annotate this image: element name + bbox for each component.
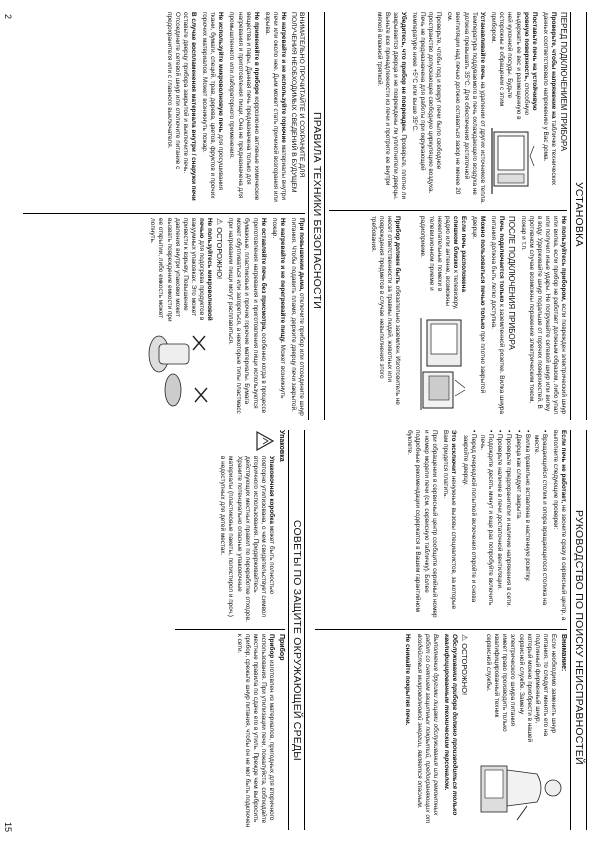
warning-label: ⚠ ОСТОРОЖНО!	[215, 218, 225, 280]
tv-interference-block	[401, 216, 467, 416]
paragraph: При повышении дыма, отключите прибор или отсоедините шнур питания. Чтобы подавить пламя, держите дверцу печи закрытой.	[289, 218, 305, 416]
page-right	[19, 430, 587, 838]
install-column-1	[372, 12, 568, 204]
env-column-2	[231, 634, 285, 828]
paragraph: Прибор изготовлен из материалов, пригодных для вторичного использования. При утилизации печи, пожалуйста, соблюдайте местные правила по сдаче его в утиль. Прежде чем выбросить прибор, срежьте шнур питания, чтобы он не мог быть подключен к сети.	[235, 634, 275, 828]
column-divider	[315, 629, 567, 630]
technician-illustration	[471, 748, 567, 826]
section-title-environment: СОВЕТЫ ПО ЗАЩИТЕ ОКРУЖАЮЩЕЙ СРЕДЫ	[291, 520, 303, 761]
column-divider	[329, 210, 567, 211]
paragraph: Если печь не работает, не звоните сразу в сервисный центр, а выполните следующие проверки:	[551, 430, 567, 621]
cord-replace-block	[471, 634, 567, 828]
microwave-placement-illustration	[486, 126, 538, 196]
paragraph: Это исключит ненужные вызовы специалистов, за которые Вам придется платить.	[441, 430, 457, 610]
env-column-1	[215, 430, 285, 622]
attention-label: Внимание:	[560, 634, 567, 672]
troubleshoot-column-1	[402, 430, 567, 622]
paragraph: Проверьте, чтобы под и вокруг печи было свободное пространство допускающее свободную циркуляцию воздуха. Печь не предназначена для работы при окружающей температуре ниже +5°C или выше 35°C.	[410, 12, 443, 194]
paragraph: Не оставляйте печь без присмотра, особенно когда в процессе приготовления нагревания и приготовления пищи используются бумажные, пластиковые и прочие горючие материалы. Бумага может обугливаться или загореться, а некоторые типы пластмасс при нагревании пищи могут расплавиться.	[227, 218, 267, 414]
paragraph: Обслуживание прибора должно производиться только квалифицированным техническим персоналом.	[442, 634, 458, 816]
warning-label: ⚠ ОСТОРОЖНО!	[460, 634, 469, 696]
paragraph: Не применяйте в приборе коррозионно активные химические вещества и пары. Данная печь предназначена только для нагревания и приготовления пищи. Она не предназначена для промышленного или лабораторного применения.	[228, 12, 260, 201]
section-title-troubleshooting: РУКОВОДСТВО ПО ПОИСКУ НЕИСПРАВНОСТЕЙ	[573, 510, 585, 765]
paragraph: Не пользуйтесь прибором, если поврежден электрический шнур или вилка, если прибор не работает должным образом, либо упал или получил иные удары. Не погружайте сетевой шнур или вилку в воду. Удерживайте шнур подальше от горячих поверхностей. В противном случае возможны поражение электрическим током, пожар и т.п.	[519, 216, 567, 415]
page-number-left: 2	[3, 14, 13, 20]
safety-intro: ВНИМАТЕЛЬНО ПРОЧИТАЙТЕ И СОХРАНИТЕ ДЛЯ ПОЛУЧЕНИЯ НЕОБХОДИМЫХ СВЕДЕНИЙ В БУДУЩЕМ	[290, 12, 305, 193]
check-item: • Проверьте предохранители и наличие напряжения в сети.	[505, 430, 513, 608]
section-title-install: УСТАНОВКА	[573, 182, 585, 247]
title-rule	[570, 430, 571, 830]
appliance-heading: Прибор	[278, 634, 285, 661]
title-rule	[570, 12, 571, 420]
top-rule	[586, 430, 587, 830]
paragraph: При обращении в сервисный центр сообщите серийный номер и номер модели печи (см. сервисную табличку). Более подробные рекомендации содержатся в Вашем гарантийном буклете.	[406, 430, 438, 618]
heading-before-connect: ПЕРЕД ПОДКЛЮЧЕНИЕМ ПРИБОРА	[559, 12, 568, 152]
paragraph: Не нагревайте и не используйте горючие материалы внутри печи или около нее. Дым может стать причиной возгорания или взрыва.	[263, 12, 287, 202]
paragraph: Убедитесь, что прибор не поврежден. Проверьте, плотно ли закрывается дверца и не повреждены ли уплотнители дверцы. Выньте все принадлежности из печи и протрите ее внутри мягкой влажной тряпкой.	[375, 12, 407, 200]
check-item: • Дверца как следует закрыта.	[514, 430, 522, 520]
paragraph: Прибор должен быть обязательно заземлен. Изготовитель не несет ответственности за травмы людей, животных или повреждения предметов в случае невыполнения этого требования.	[369, 216, 401, 405]
check-item: • Вращающийся столик и опора вращающегося столика на месте.	[532, 430, 548, 606]
cord-replace-text	[471, 634, 567, 744]
paragraph: Поставьте печь на устойчивую ровную поверхность, способную выдержать ее вес и размещенную в ней кухонной посуды. Будьте осторожны в обращении с этим прибором.	[490, 12, 538, 120]
heading-after-connect: ПОСЛЕ ПОДКЛЮЧЕНИЯ ПРИБОРА	[507, 216, 517, 350]
top-rule	[586, 12, 587, 420]
paragraph: Если печь расположена слишком близко к телевизору, радио или антенне, возможны нежелательные помехи в телевизионном приеме и радиоприеме.	[419, 216, 467, 310]
check-item: • Проверьте наличие в печи достаточной вентиляции.	[496, 430, 504, 590]
paragraph: Не используйте микроволновую печь для просушивания ткани, бумаги, специй, трав, дерева, цветов, фруктов и прочих горючих материалов. Может возникнуть пожар.	[201, 12, 225, 199]
warning-triangle-icon: ⚠	[215, 218, 225, 226]
packaging-heading: Упаковка	[278, 430, 285, 462]
paragraph: Выполнение другими лицами обслуживания или ремонтных работ со снятием защитных покрытий, предохраняющих от воздействия микроволновой энергии, является опасным.	[415, 634, 439, 824]
troubleshoot-column-2	[400, 634, 567, 828]
env-title-rule	[288, 430, 289, 830]
paragraph: Если необходимо заменить шнур питания, то следует менять его на подлинный фирменный шнур, который можно приобрести в нашей сервисной службе. Замену электрического шнура питания имеет право производить только квалифицированный техник сервисной службы.	[485, 634, 557, 743]
check-item: • Вилка правильно вставлена в настенную розетку.	[523, 430, 531, 582]
safety-column-1	[162, 12, 305, 208]
safety-top-rule	[324, 12, 325, 420]
column-divider	[23, 213, 305, 214]
page-number-right: 15	[3, 822, 13, 833]
warning-triangle-icon: ⚠	[460, 634, 469, 642]
section-title-safety: ПРАВИЛА ТЕХНИКИ БЕЗОПАСНОСТИ	[311, 112, 323, 309]
recycle-block	[215, 430, 275, 622]
placement-block	[486, 12, 538, 204]
vacuum-warning-block	[141, 218, 213, 416]
paragraph: Упаковочная коробка может быть полностью повторно утилизована, о чем свидетельствует символ вторичного использования. Придерживайтесь действующих местных правил по переработке отходов. Храните потенциально опасные упаковочные материалы (пластиковые пакеты, полистирол и проч.) в недоступных для детей местах.	[219, 456, 275, 622]
safety-column-2	[141, 218, 305, 416]
recycle-icon	[255, 430, 275, 452]
page-left	[19, 12, 587, 420]
install-column-2	[366, 216, 567, 416]
paragraph: Можно пользоваться печью только при плотно закрытой дверце.	[471, 216, 487, 394]
paragraph: В случае воспламенения материала внутри / снаружи печи оставьте дверцу прибора закрытой и выключите печь. Отсоедините сетевой шнур или отключите питание с предохранителя или с главного выключателя.	[165, 12, 198, 201]
column-divider	[175, 629, 285, 630]
paragraph: Устанавливайте печь на удалении от других источников тепла. Температура поддуваемого в печь охлаждающего воздуха не должна превышать 35°C. Для обеспечения достаточной вентиляции над печью должно оставаться зазор не менее 20 см.	[446, 12, 486, 204]
paragraph: Не нагревайте и не перегревайте пищу. Может возникнуть пожар.	[270, 218, 286, 399]
microwave-tv-illustration	[401, 316, 467, 412]
check-item: • Перед очередной попыткой включения откройте и снова закройте дверцу.	[461, 430, 478, 603]
env-top-rule	[304, 430, 305, 830]
paragraph: Не снимайте покрытия печи.	[404, 634, 412, 726]
paragraph: Проверьте, чтобы напряжение на табличке технических данных соответствовало напряжению у Вас дома.	[541, 12, 557, 186]
paragraph: Печь подключается только к заземленной розетке. Вилка шнура питания должна быть легко доступна.	[490, 216, 506, 414]
safety-title-rule	[308, 12, 309, 420]
sealed-containers-illustration	[141, 330, 213, 414]
check-item: • Подождите десять минут и еще раз попробуйте включить печь.	[479, 430, 495, 606]
paragraph: Не пользуйтесь микроволновой печью для подогрева продуктов в вакуумных упаковках. Это может привести к взрыву. Повышение давления внутри упаковки может вызвать повреждение емкости при ее открытии, либо емкость может лопнуть.	[149, 218, 214, 322]
